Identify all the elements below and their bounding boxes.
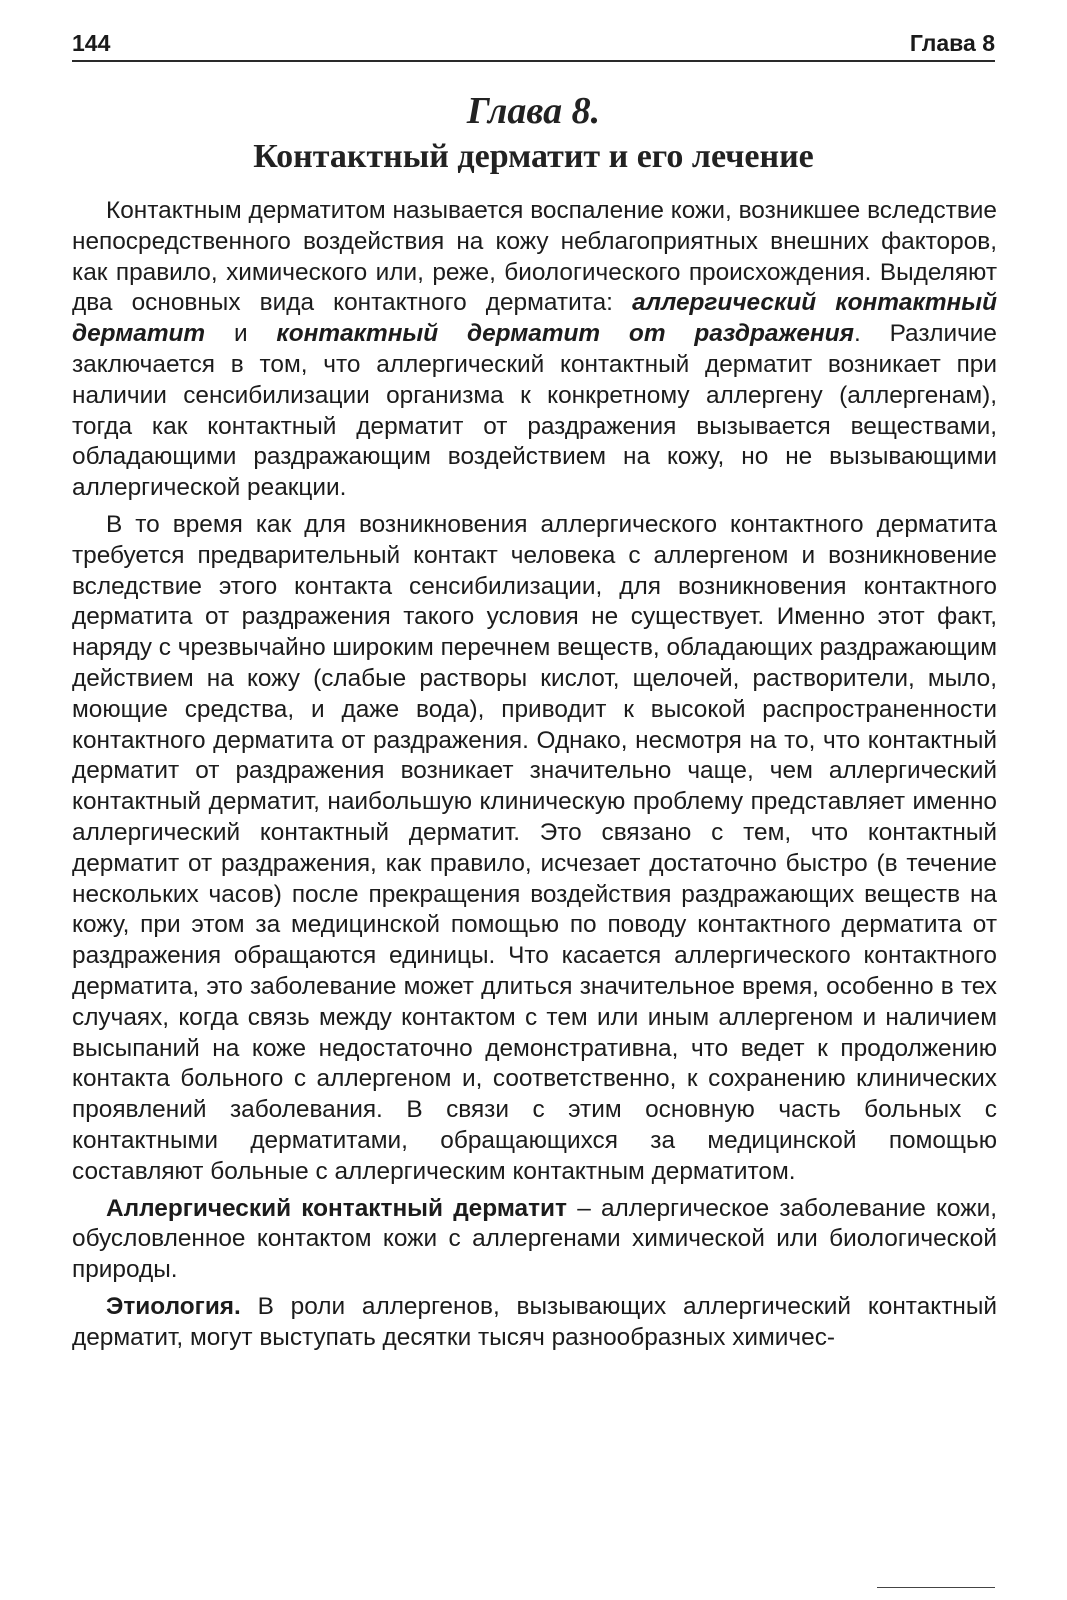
chapter-number: Глава 8. [466,90,601,132]
intro-text-1: Контактным дерматитом называется воспаление кожи, возникшее вследствие непосредственного воздействия на кожу неблагоприятных внешних факторов, как правило, химического или, реже, биологического происхождения. Выделяют два основных вида контактного дерматита: [72,197,997,317]
definition-text: – аллергическое заболевание кожи, обусловленное контактом кожи с аллергенами химической или биологической природы. [72,1194,997,1284]
term-irritant-contact-dermatitis: контактный дерматит от раздражения [276,320,854,348]
etiology-text: В роли аллергенов, вызывающих аллергический контактный дерматит, могут выступать десятки тысяч разнообразных химичес- [72,1292,997,1351]
chapter-name: Контактный дерматит и его лечение [253,138,814,175]
footer-rule [877,1587,995,1588]
page-number: 144 [72,30,111,56]
definition-term: Аллергический контактный дерматит [106,1194,567,1222]
intro-text-2: и [205,320,277,348]
paragraph-etiology [72,1292,997,1354]
paragraph-intro [72,196,997,504]
etiology-heading: Этиология. [106,1292,241,1320]
running-header [72,24,995,62]
running-chapter-title: Глава 8 [909,30,995,56]
term-allergic-contact-dermatitis: аллергический контактный дерматит [72,289,997,348]
paragraph-definition [72,1194,997,1286]
intro-text-3: . Различие заключается в том, что аллергический контактный дерматит возникает при наличии сенсибилизации организма к конкретному аллергену (аллергенам), тогда как контактный дерматит от раздражения вызывается веществами, обладающими раздражающим воздействием на кожу, но не вызывающими аллергической реакции. [72,320,998,502]
chapter-title [72,88,995,180]
body-text [72,196,997,1359]
paragraph-comparison: В то время как для возникновения аллергического контактного дерматита требуется предварительный контакт человека с аллергеном и возникновение вследствие этого контакта сенсибилизации, для возникновения контактного дерматита от раздражения такого условия не существует. Именно этот факт, наряду с чрезвычайно широким перечнем веществ, обладающих раздражающим действием на кожу (слабые растворы кислот, щелочей, растворители, мыло, моющие средства, и даже вода), приводит к высокой распространенности контактного дерматита от раздражения. Однако, несмотря на то, что контактный дерматит от раздражения возникает значительно чаще, чем аллергический контактный дерматит, наибольшую клиническую проблему представляет именно аллергический контактный дерматит. Это связано с тем, что контактный дерматит от раздражения, как правило, исчезает достаточно быстро (в течение нескольких часов) после прекращения воздействия раздражающих веществ на кожу, при этом за медицинской помощью по поводу контактного дерматита от раздражения обращаются единицы. Что касается аллергического контактного дерматита, это заболевание может длиться значительное время, особенно в тех случаях, когда связь между контактом с тем или иным аллергеном и наличием высыпаний на коже недостаточно демонстративна, что ведет к продолжению контакта больного с аллергеном и, соответственно, к сохранению клинических проявлений заболевания. В связи с этим основную часть больных с контактными дерматитами, обращающихся за медицинской помощью составляют больные с аллергическим контактным дерматитом. [72,510,997,1185]
